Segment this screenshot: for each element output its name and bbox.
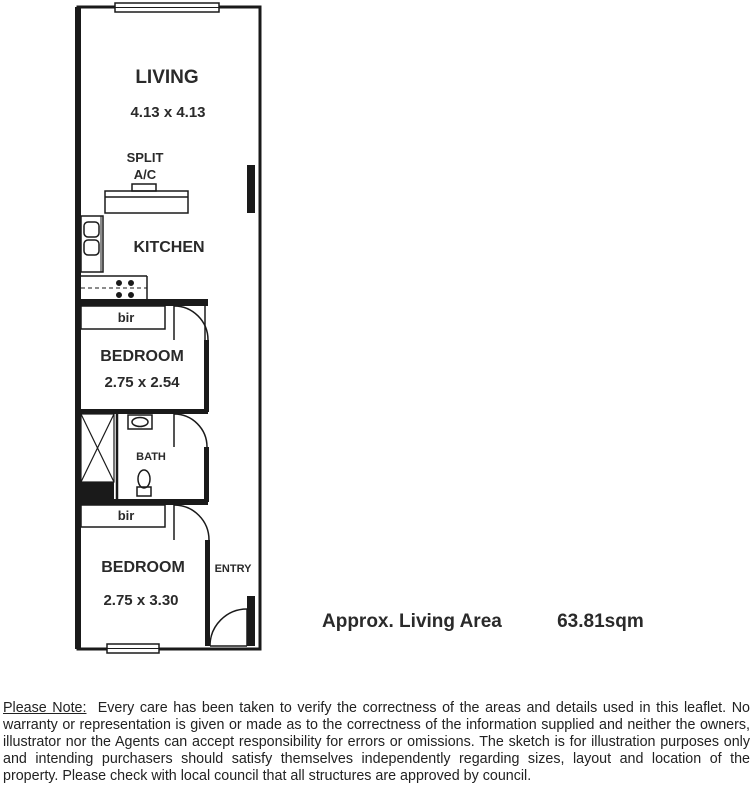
bedroom-label: BEDROOM xyxy=(100,348,184,365)
living-area-label: Approx. Living Area xyxy=(322,611,502,632)
entry-label: ENTRY xyxy=(214,563,252,575)
bedroom2-door xyxy=(174,505,209,540)
interior-wall xyxy=(78,299,208,306)
bir-label: bir xyxy=(117,310,135,325)
basin xyxy=(128,415,152,429)
toilet xyxy=(137,470,151,496)
right-wall-segment xyxy=(247,596,255,646)
interior-wall xyxy=(204,340,209,412)
right-wall-segment xyxy=(247,165,255,213)
kitchen-bench xyxy=(105,184,188,213)
bir-label: bir xyxy=(117,508,135,523)
bath-label: BATH xyxy=(136,451,166,463)
disclaimer-note xyxy=(3,700,750,785)
bedroom-size: 2.75 x 2.54 xyxy=(104,374,180,391)
bottom-window xyxy=(107,644,159,653)
interior-wall xyxy=(78,499,208,505)
bedroom-label: BEDROOM xyxy=(101,559,185,576)
living-label: LIVING xyxy=(135,67,199,88)
interior-wall xyxy=(205,540,210,646)
note-heading: Please Note: xyxy=(3,700,87,716)
interior-wall xyxy=(204,447,209,502)
top-window xyxy=(115,3,219,12)
bedroom1-door xyxy=(174,306,208,340)
kitchen-label: KITCHEN xyxy=(133,239,205,256)
split-ac-label: SPLIT xyxy=(126,150,164,165)
kitchen-counter xyxy=(81,216,103,272)
cooktop xyxy=(81,276,147,301)
shower xyxy=(81,414,114,482)
interior-wall xyxy=(78,409,208,414)
split-ac-label: A/C xyxy=(133,167,157,182)
bath-door xyxy=(174,414,207,447)
living-size: 4.13 x 4.13 xyxy=(130,104,206,121)
entry-door xyxy=(210,609,247,646)
living-area xyxy=(322,611,644,633)
note-text: Every care has been taken to verify the correctness of the areas and details used in this leaflet. No warranty or representation is given or made as to the correctness of the information supplied and neither the owners, illustrator nor the Agents can accept responsibility for errors or omissions. The sketch is for illustration purposes only and intending purchasers should satisfy themselves independently regarding sizes, layout and location of the property. Please check with local council that all structures are approved by council. xyxy=(3,700,750,784)
bedroom-size: 2.75 x 3.30 xyxy=(103,592,179,609)
living-area-value: 63.81sqm xyxy=(557,611,644,632)
